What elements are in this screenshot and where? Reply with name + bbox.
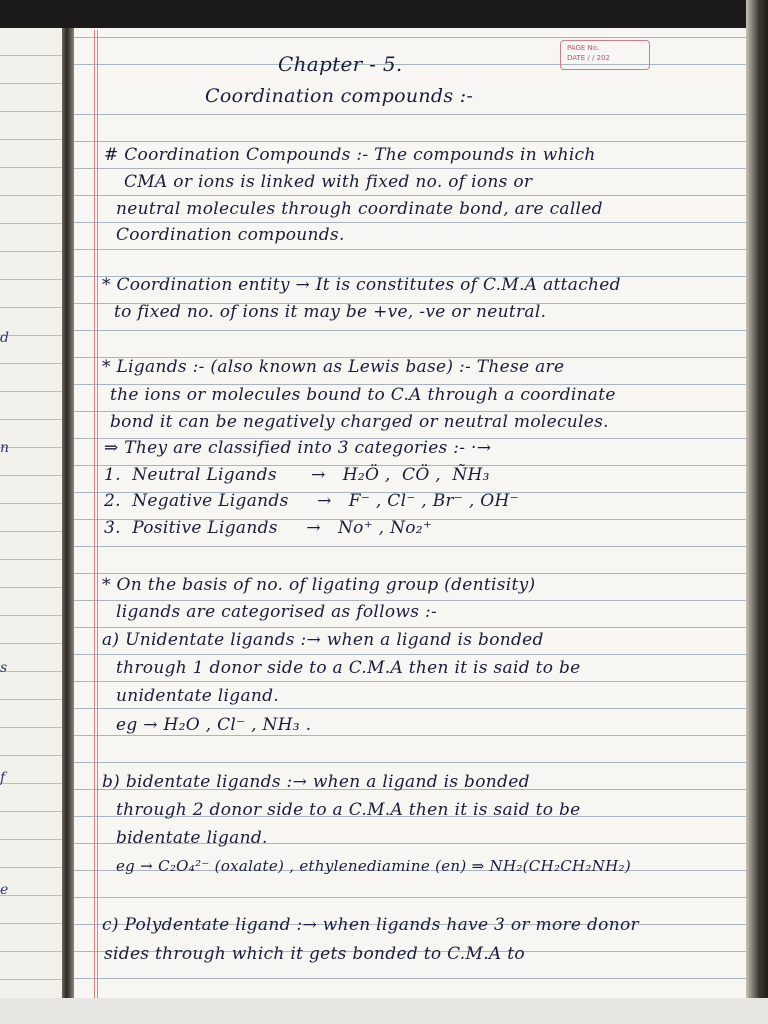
left-margin-mark: f: [0, 770, 6, 786]
chapter-heading: Chapter - 5.: [278, 52, 403, 76]
note-line: through 1 donor side to a C.M.A then it is said to be: [116, 658, 581, 678]
margin-line: [94, 30, 95, 998]
note-line: the ions or molecules bound to C.A through a coordinate: [110, 385, 616, 405]
page-title: Coordination compounds :-: [205, 85, 474, 107]
left-margin-mark: d: [0, 330, 9, 346]
note-line: to fixed no. of ions it may be +ve, -ve or neutral.: [114, 302, 547, 322]
notebook-binding: [62, 28, 74, 998]
note-line: bidentate ligand.: [116, 828, 268, 848]
note-line: through 2 donor side to a C.M.A then it is said to be: [116, 800, 581, 820]
note-line: 3. Positive Ligands → No⁺ , No₂⁺: [104, 518, 433, 538]
note-line: ligands are categorised as follows :-: [116, 602, 438, 622]
photo-bottom-edge: [0, 998, 768, 1024]
photo-top-edge: [0, 0, 768, 28]
note-line: 2. Negative Ligands → F⁻ , Cl⁻ , Br⁻ , OH⁻: [104, 491, 519, 511]
note-line: * On the basis of no. of ligating group (dentisity): [102, 575, 536, 595]
note-line: b) bidentate ligands :→ when a ligand is bonded: [102, 772, 530, 792]
left-margin-mark: s: [0, 660, 8, 676]
note-line: # Coordination Compounds :- The compounds in which: [104, 145, 596, 165]
note-line: CMA or ions is linked with fixed no. of ions or: [124, 172, 533, 192]
note-line: unidentate ligand.: [116, 686, 280, 706]
note-line: eg → C₂O₄²⁻ (oxalate) , ethylenediamine (en) ⇒ NH₂(CH₂CH₂NH₂): [116, 857, 632, 875]
note-line: * Ligands :- (also known as Lewis base) :- These are: [102, 357, 565, 377]
left-margin-mark: n: [0, 440, 10, 456]
note-line: sides through which it gets bonded to C.M.A to: [104, 944, 525, 964]
page-date-stamp: [560, 40, 650, 70]
note-line: c) Polydentate ligand :→ when ligands have 3 or more donor: [102, 915, 639, 935]
note-line: neutral molecules through coordinate bond, are called: [116, 199, 603, 219]
note-line: 1. Neutral Ligands → H₂Ö , CÖ , ÑH₃: [104, 465, 490, 485]
note-line: Coordination compounds.: [116, 225, 345, 245]
left-notebook-page: [0, 28, 71, 998]
note-line: ⇒ They are classified into 3 categories :- ·→: [104, 438, 492, 458]
left-margin-mark: e: [0, 882, 9, 898]
page-no-label: PAGE No.: [567, 44, 600, 52]
margin-line-inner: [97, 30, 98, 998]
note-line: eg → H₂O , Cl⁻ , NH₃ .: [116, 715, 312, 735]
note-line: * Coordination entity → It is constitutes of C.M.A attached: [102, 275, 621, 295]
photo-right-edge: [746, 0, 768, 1024]
date-value: / / 202: [587, 54, 610, 62]
note-line: a) Unidentate ligands :→ when a ligand is bonded: [102, 630, 544, 650]
note-line: bond it can be negatively charged or neutral molecules.: [110, 412, 609, 432]
date-label: DATE: [567, 54, 586, 62]
